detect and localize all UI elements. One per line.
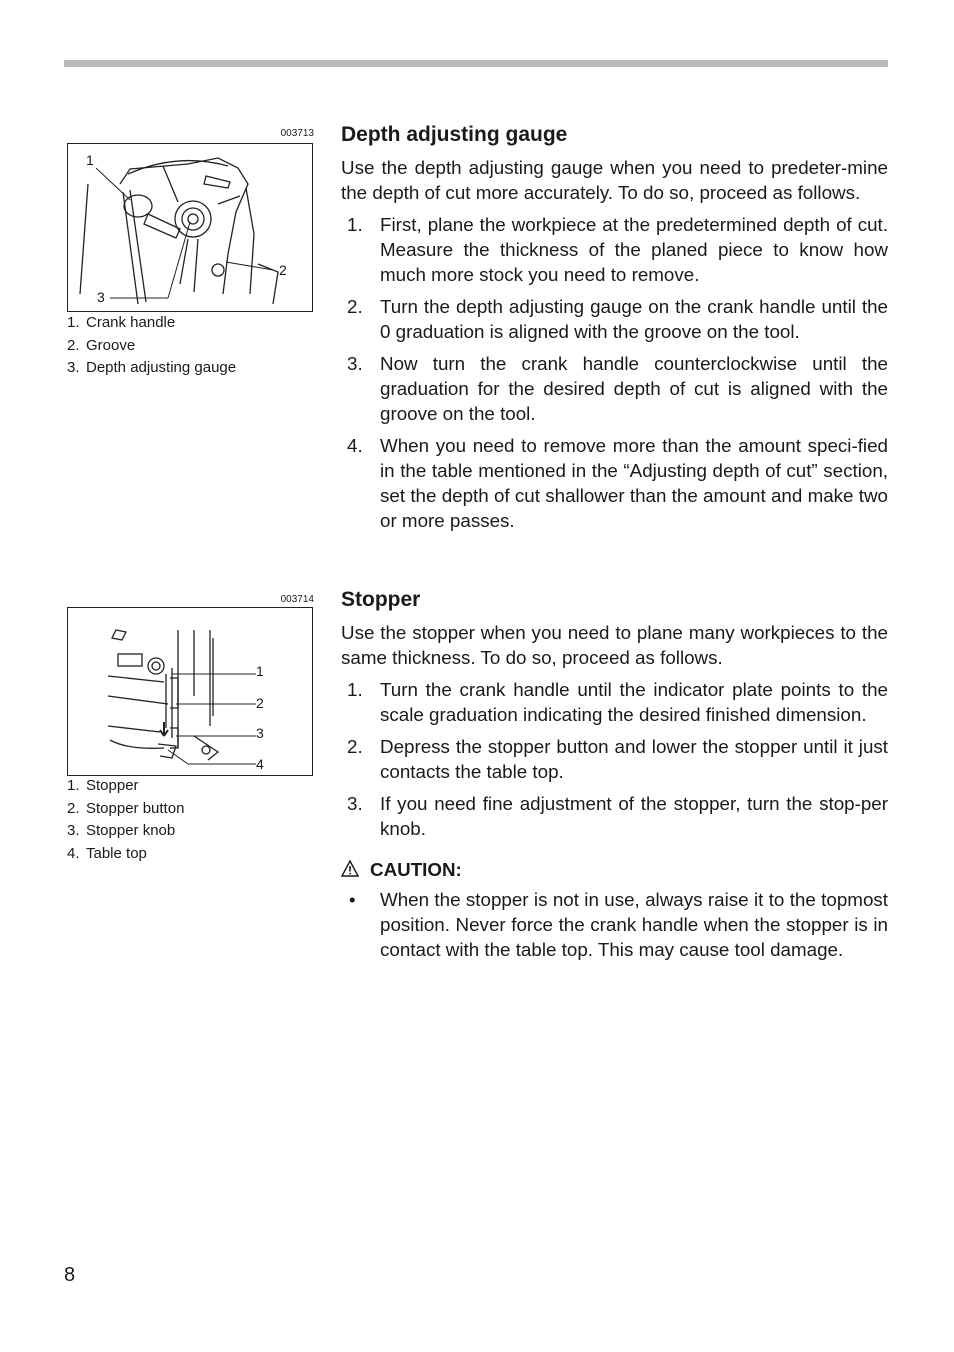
section-title: Depth adjusting gauge [341,123,568,146]
step-text: When you need to remove more than the amount speci-fied in the table mentioned in the “Adjusting depth of cut” section, set the depth of cut shallower than the amount and make two or more passes. [380,435,888,531]
step-item [341,433,888,533]
section-title: Stopper [341,588,421,611]
step-item [341,212,888,287]
legend-label: Stopper button [86,799,185,817]
step-number: 2. [347,736,363,757]
page-number: 8 [64,1264,76,1286]
figure2-callout-1: 1 [256,663,264,679]
legend-label: Depth adjusting gauge [86,359,237,376]
section-intro: Use the depth adjusting gauge when you need to predeter-mine the depth of cut more accurately. To do so, proceed as follows. [341,157,888,203]
step-text: If you need fine adjustment of the stopper, turn the stop-per knob. [380,793,888,839]
caution-list [341,887,888,962]
figure1-callout-3: 3 [97,289,105,305]
legend-number: 3. [67,822,80,839]
section-intro: Use the stopper when you need to plane many workpieces to the same thickness. To do so, proceed as follows. [341,622,888,668]
depth-adjusting-gauge-section [341,122,888,540]
legend-item [67,820,184,843]
step-number: 3. [347,353,363,374]
stopper-section [341,587,888,962]
caution-label: CAUTION: [370,859,462,880]
legend-item [67,775,184,798]
crank-handle-drawing [68,144,314,313]
steps-list [341,212,888,533]
legend-label: Crank handle [86,314,176,331]
step-number: 3. [347,793,363,814]
caution-heading [341,857,888,883]
figure2-callout-4: 4 [256,756,264,772]
legend-number: 1. [67,314,80,331]
step-number: 4. [347,435,363,456]
step-item [341,294,888,344]
step-number: 1. [347,214,363,235]
stopper-drawing [68,608,314,777]
step-number: 2. [347,296,363,317]
figure2-legend [67,775,184,865]
legend-item [67,357,236,380]
step-item [341,677,888,727]
figure2-callout-2: 2 [256,695,264,711]
step-text: Turn the depth adjusting gauge on the crank handle until the 0 graduation is aligned with the groove on the tool. [380,296,888,342]
legend-label: Stopper [86,777,139,794]
figure1-callout-1: 1 [86,152,94,168]
legend-number: 2. [67,799,80,817]
step-text: First, plane the workpiece at the predetermined depth of cut. Measure the thickness of the planed piece to know how much more stock you need to remove. [380,214,888,285]
step-item [341,734,888,784]
warning-triangle-icon [341,858,359,883]
legend-number: 4. [67,844,80,862]
figure1-callout-2: 2 [279,262,287,278]
legend-number: 3. [67,359,80,376]
figure1-crank-handle-illustration [67,143,313,312]
figure2-code: 003714 [280,594,314,605]
legend-number: 2. [67,336,80,354]
legend-number: 1. [67,777,80,794]
step-text: Turn the crank handle until the indicator plate points to the scale graduation indicating the desired finished dimension. [380,679,888,725]
legend-item [67,843,184,866]
legend-label: Table top [86,844,147,862]
header-rule [64,60,888,67]
figure1-code: 003713 [280,128,314,139]
step-item [341,791,888,841]
legend-item [67,335,236,358]
step-text: Depress the stopper button and lower the stopper until it just contacts the table top. [380,736,888,782]
caution-item [341,887,888,962]
figure2-stopper-illustration [67,607,313,776]
step-text: Now turn the crank handle counterclockwise until the graduation for the desired depth of cut is aligned with the groove on the tool. [380,353,888,424]
step-item [341,351,888,426]
figure1-legend [67,312,236,380]
steps-list [341,677,888,841]
legend-label: Groove [86,336,136,354]
step-number: 1. [347,679,363,700]
figure2-callout-3: 3 [256,725,264,741]
legend-item [67,312,236,335]
legend-label: Stopper knob [86,822,176,839]
caution-text: When the stopper is not in use, always raise it to the topmost position. Never force the crank handle when the stopper is in contact with the table top. This may cause tool damage. [380,889,888,960]
legend-item [67,798,184,821]
bullet-marker: • [349,889,356,910]
